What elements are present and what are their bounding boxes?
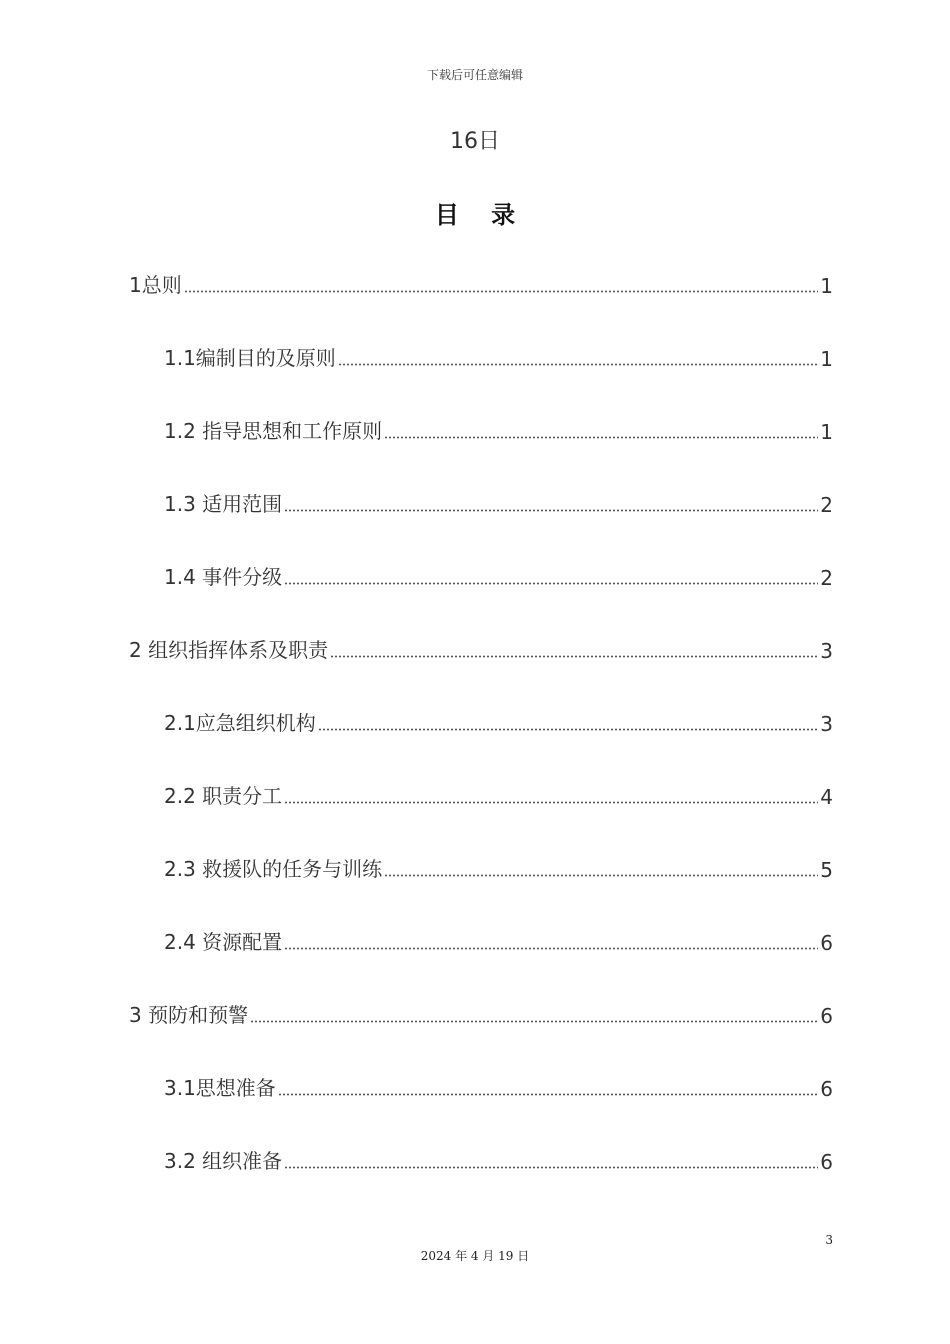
toc-dot-leader [384, 857, 818, 877]
toc-entry[interactable] [164, 1065, 833, 1101]
toc-entry-page: 1 [820, 347, 833, 371]
toc-entry[interactable] [129, 262, 833, 298]
toc-entry-page: 3 [820, 639, 833, 663]
toc-dot-leader [284, 492, 818, 512]
toc-dot-leader [278, 1076, 818, 1096]
header-note: 下载后可任意编辑 [426, 68, 523, 82]
toc-entry-label: 1.2 指导思想和工作原则 [164, 419, 383, 443]
toc-entry-page: 3 [820, 712, 833, 736]
toc-entry-label: 2 组织指挥体系及职责 [129, 638, 329, 662]
toc-entry-label: 2.2 职责分工 [164, 784, 283, 808]
toc-dot-leader [384, 419, 818, 439]
toc-entry-label: 1.1编制目的及原则 [164, 346, 336, 370]
toc-entry[interactable] [164, 773, 833, 809]
toc-entry[interactable] [164, 1138, 833, 1174]
toc-entry[interactable] [164, 846, 833, 882]
toc-entry-page: 1 [820, 420, 833, 444]
toc-entry-label: 3 预防和预警 [129, 1003, 249, 1027]
toc-entry-page: 2 [820, 493, 833, 517]
toc-title: 目 录 [434, 201, 528, 229]
toc-entry-label: 1.3 适用范围 [164, 492, 283, 516]
toc-entry-page: 5 [820, 858, 833, 882]
toc-entry[interactable] [164, 408, 833, 444]
toc-dot-leader [284, 930, 818, 950]
toc-dot-leader [184, 273, 819, 293]
toc-dot-leader [284, 784, 818, 804]
toc-entry-page: 6 [820, 931, 833, 955]
toc-entry[interactable] [164, 700, 833, 736]
toc-entry-page: 4 [820, 785, 833, 809]
toc-entry-label: 2.4 资源配置 [164, 930, 283, 954]
toc-entry[interactable] [164, 554, 833, 590]
toc-entry-label: 1总则 [129, 273, 182, 297]
toc-dot-leader [250, 1003, 818, 1023]
toc-dot-leader [330, 638, 818, 658]
toc-dot-leader [338, 346, 818, 366]
toc-dot-leader [284, 1149, 818, 1169]
toc-dot-leader [318, 711, 818, 731]
footer-date: 2024 年 4 月 19 日 [420, 1249, 530, 1263]
toc-dot-leader [284, 565, 818, 585]
toc-entry[interactable] [164, 335, 833, 371]
date-fragment: 16日 [450, 129, 500, 154]
toc-entry-page: 6 [820, 1077, 833, 1101]
toc-entry-page: 6 [820, 1150, 833, 1174]
toc-entry-label: 1.4 事件分级 [164, 565, 283, 589]
toc-entry-page: 2 [820, 566, 833, 590]
toc-entry-label: 3.2 组织准备 [164, 1149, 283, 1173]
page-number: 3 [825, 1233, 833, 1247]
toc-entry-label: 2.3 救援队的任务与训练 [164, 857, 383, 881]
toc-entry-label: 2.1应急组织机构 [164, 711, 316, 735]
toc-entry[interactable] [129, 992, 833, 1028]
toc-entry-page: 6 [820, 1004, 833, 1028]
toc-entry-label: 3.1思想准备 [164, 1076, 276, 1100]
toc-entry[interactable] [164, 919, 833, 955]
toc-entry-page: 1 [820, 274, 833, 298]
toc-entry[interactable] [129, 627, 833, 663]
toc-entry[interactable] [164, 481, 833, 517]
